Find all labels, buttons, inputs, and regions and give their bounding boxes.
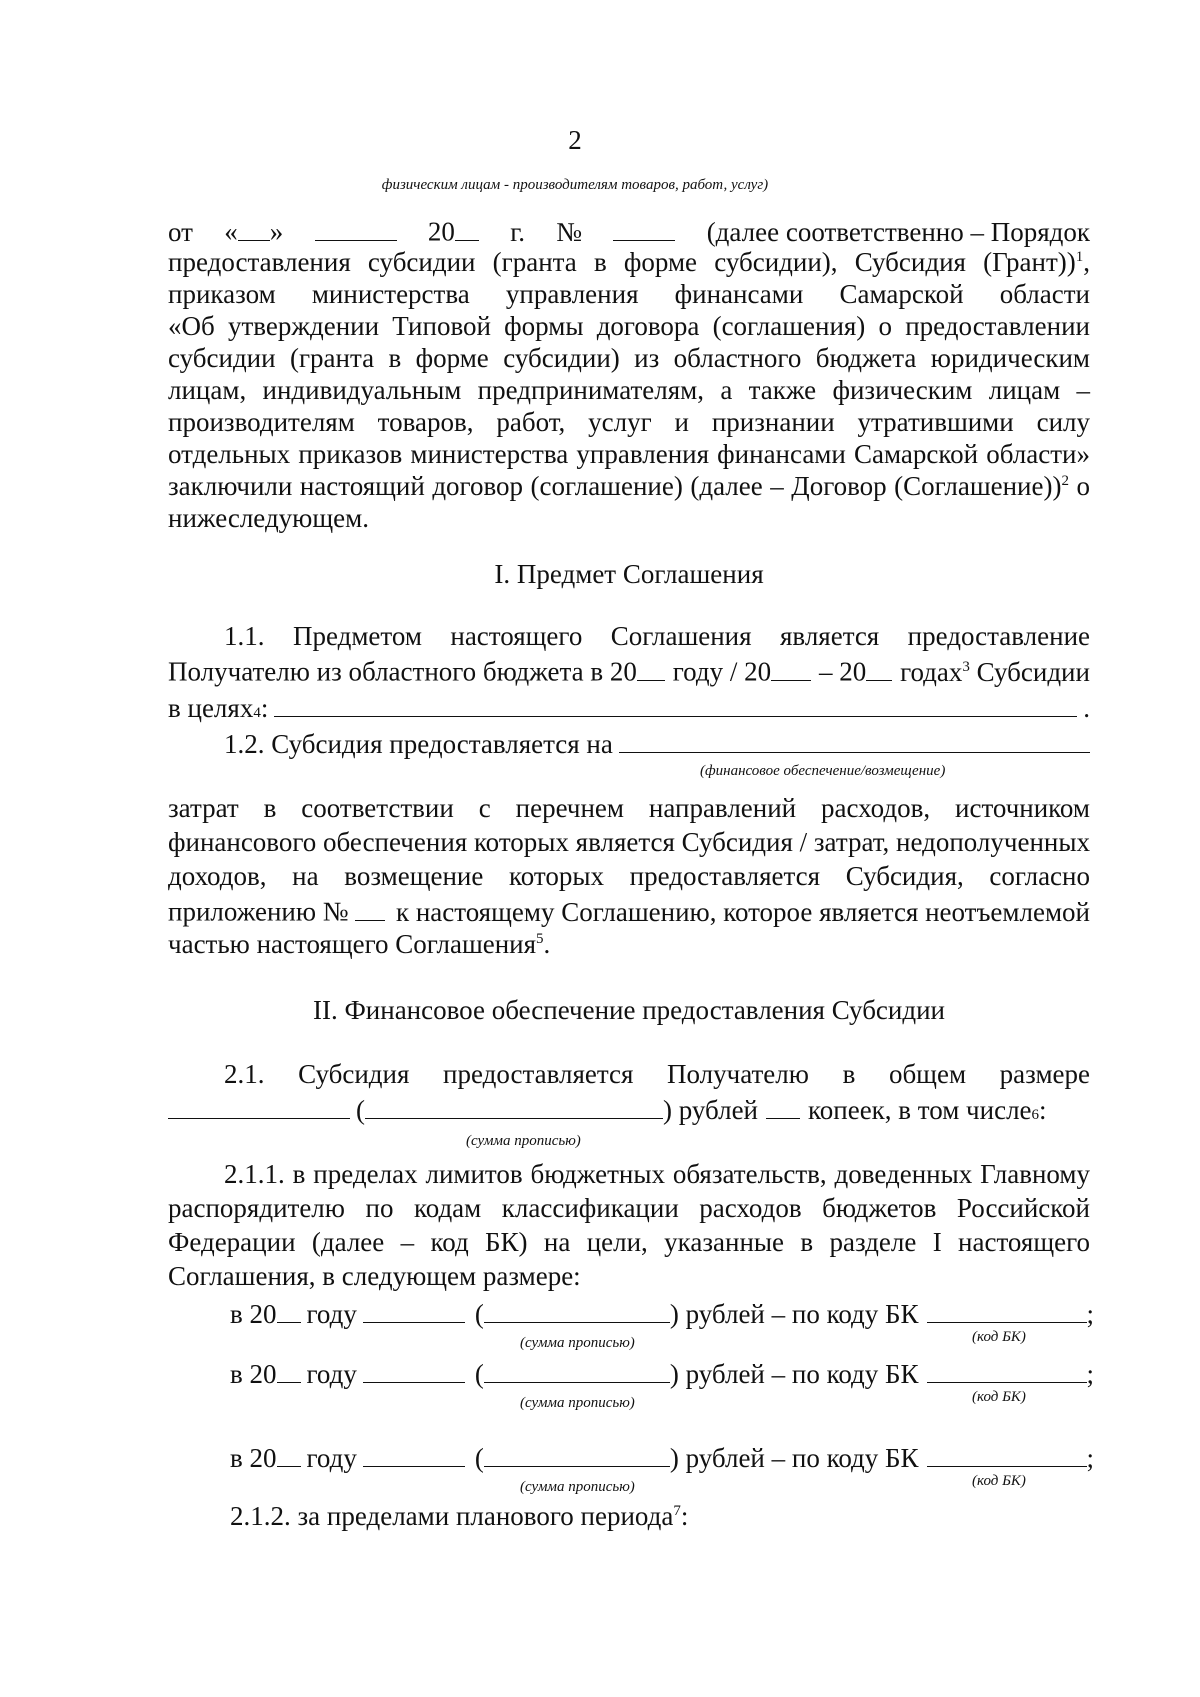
blank-amount-words: [365, 1092, 663, 1119]
p11-line-1: 1.1. Предметом настоящего Соглашения является предоставление: [224, 621, 1090, 651]
blank-amount: [168, 1092, 350, 1119]
preamble-tail: (далее соответственно – Порядок: [706, 216, 1090, 247]
preamble-line-9: заключили настоящий договор (соглашение) (далее – Договор (Соглашение))$^2$ о: [168, 471, 1091, 501]
blank-month: [315, 214, 397, 241]
preamble-g: г.: [510, 216, 525, 247]
preamble-year: 20: [428, 214, 479, 248]
preamble-line-6: лицам, индивидуальным предпринимателям, а также физическим лицам –: [168, 375, 1090, 405]
preamble-line-1: [168, 214, 1090, 248]
p12-line-2: затрат в соответствии с перечнем направлений расходов, источником: [168, 793, 1090, 823]
blank-number: [613, 214, 675, 241]
preamble-date: « »: [224, 214, 283, 248]
p12-line-3: финансового обеспечения которых является Субсидия / затрат, недополученных: [168, 827, 1091, 857]
p12-caption: (финансовое обеспечение/возмещение): [700, 763, 946, 779]
blank-purpose-type: [619, 726, 1090, 753]
page-number: 2: [568, 125, 582, 155]
p211-line-3: Федерации (далее – код БК) на цели, указанные в разделе I настоящего: [168, 1227, 1090, 1257]
preamble-line-5: субсидии (гранта в форме субсидии) из областного бюджета юридическим: [168, 343, 1090, 373]
p211-line-2: распорядителю по кодам классификации расходов бюджетов Российской: [168, 1193, 1090, 1223]
p12-line-4: доходов, на возмещение которых предоставляется Субсидия, согласно: [168, 861, 1090, 891]
p11-line-3: в целях 4 : .: [168, 690, 1090, 724]
p11-line-2: Получателю из областного бюджета в 20 году / 20 – 20 годах$^3$ Субсидии: [168, 654, 1090, 688]
year-row-3-caption-code: (код БК): [972, 1473, 1026, 1489]
year-row-3: в 20 году ( ) рублей – по коду БК ;: [230, 1440, 1094, 1474]
p12-line-1: 1.2. Субсидия предоставляется на: [224, 726, 1090, 760]
section-1-title: I. Предмет Соглашения: [494, 559, 764, 589]
year-row-1-caption-sum: (сумма прописью): [520, 1335, 635, 1351]
preamble-line-4: «Об утверждении Типовой формы договора (соглашения) о предоставлении: [168, 311, 1090, 341]
year-row-2: в 20 году ( ) рублей – по коду БК ;: [230, 1356, 1094, 1390]
year-row-1-caption-code: (код БК): [972, 1329, 1026, 1345]
header-fragment: физическим лицам - производителям товаров, работ, услуг): [381, 177, 769, 193]
p211-line-4: Соглашения, в следующем размере:: [168, 1261, 581, 1291]
preamble-no: №: [556, 216, 583, 247]
section-2-title: II. Финансовое обеспечение предоставления Субсидии: [312, 995, 946, 1025]
preamble-line-3: приказом министерства управления финансами Самарской области: [168, 279, 1090, 309]
preamble-line-8: отдельных приказов министерства управления финансами Самарской области»: [168, 439, 1090, 469]
year-row-3-caption-sum: (сумма прописью): [520, 1479, 635, 1495]
p21-line-2: ( ) рублей копеек, в том числе 6 :: [168, 1092, 1047, 1126]
preamble-ot: от: [168, 216, 193, 247]
blank-purpose: [274, 690, 1077, 717]
p12-line-6: частью настоящего Соглашения$^5$.: [168, 929, 551, 959]
preamble-line-10: нижеследующем.: [168, 503, 369, 533]
p21-line-1: 2.1. Субсидия предоставляется Получателю в общем размере: [224, 1059, 1090, 1089]
year-row-2-caption-sum: (сумма прописью): [520, 1395, 635, 1411]
preamble-line-2: предоставления субсидии (гранта в форме субсидии), Субсидия (Грант))$^1$,: [168, 247, 1090, 277]
p12-line-5: приложению № к настоящему Соглашению, которое является неотъемлемой: [168, 894, 1090, 928]
p212-line: 2.1.2. за пределами планового периода$^7$:: [230, 1501, 689, 1531]
p211-line-1: 2.1.1. в пределах лимитов бюджетных обязательств, доведенных Главному: [224, 1159, 1090, 1189]
preamble-line-7: производителям товаров, работ, услуг и признании утратившими силу: [168, 407, 1090, 437]
p21-caption: (сумма прописью): [466, 1133, 581, 1149]
year-row-1: в 20 году ( ) рублей – по коду БК ;: [230, 1296, 1094, 1330]
blank-kopecks: [766, 1092, 800, 1119]
year-row-2-caption-code: (код БК): [972, 1389, 1026, 1405]
